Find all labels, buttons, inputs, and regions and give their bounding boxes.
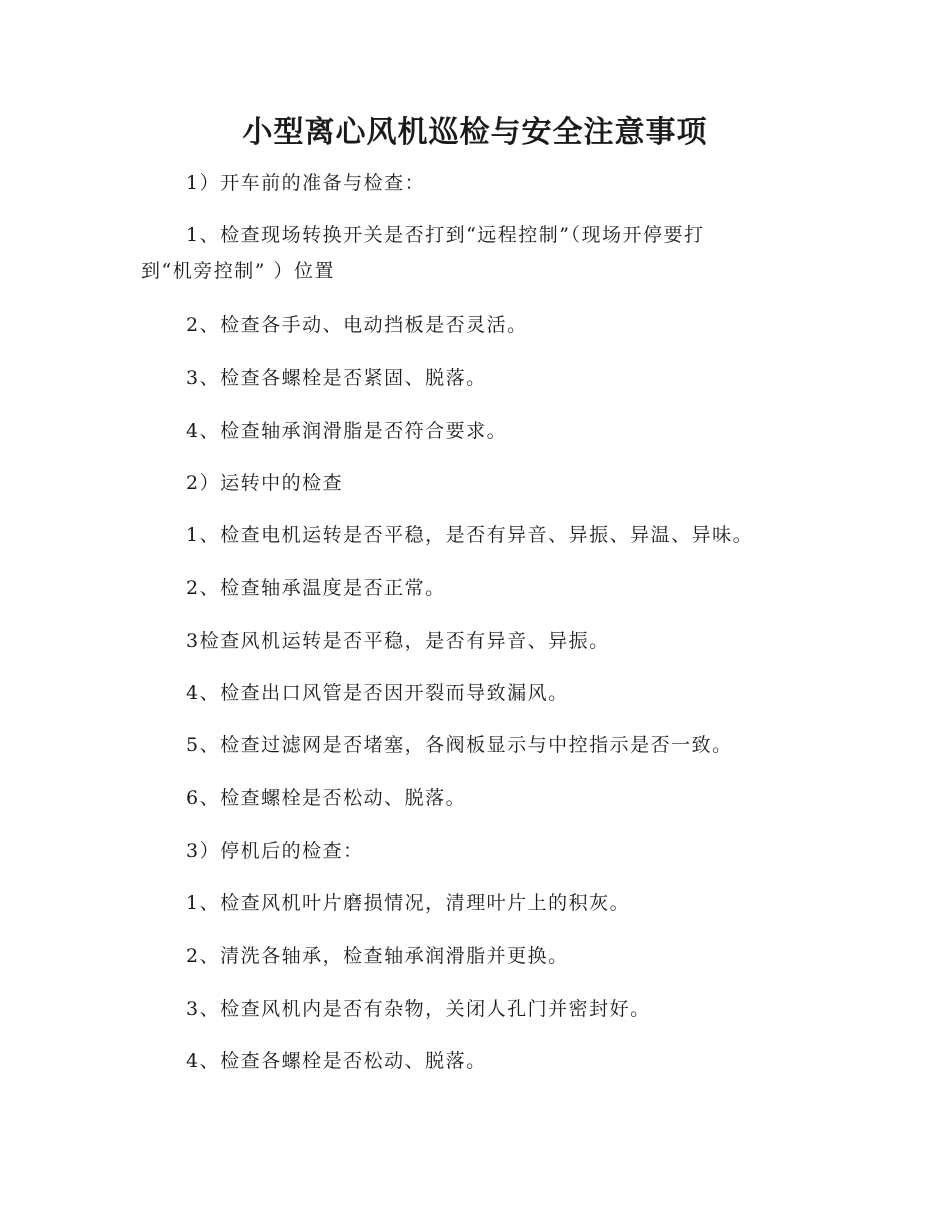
paragraph-line: 1、检查风机叶片磨损情况，清理叶片上的积灰。 — [186, 892, 631, 914]
section-heading-after-stop: 3）停机后的检查： — [186, 840, 364, 862]
paragraph-line: 5、检查过滤网是否堵塞，各阀板显示与中控指示是否一致。 — [186, 734, 733, 756]
paragraph-line: 4、检查各螺栓是否松动、脱落。 — [186, 1050, 487, 1072]
paragraph-line: 2、检查各手动、电动挡板是否灵活。 — [186, 314, 528, 336]
paragraph-line: 2、清洗各轴承，检查轴承润滑脂并更换。 — [186, 945, 569, 967]
paragraph-line: 6、检查螺栓是否松动、脱落。 — [186, 787, 467, 809]
section-heading-before-start: 1）开车前的准备与检查： — [186, 172, 426, 194]
paragraph-line: 1、检查电机运转是否平稳，是否有异音、异振、异温、异味。 — [186, 524, 754, 546]
paragraph-line: 4、检查出口风管是否因开裂而导致漏风。 — [186, 682, 569, 704]
paragraph-line-continued: 到“机旁控制” ）位置 — [141, 260, 335, 282]
paragraph-line: 1、检查现场转换开关是否打到“远程控制”（现场开停要打 — [186, 224, 705, 246]
paragraph-line: 2、检查轴承温度是否正常。 — [186, 577, 446, 599]
section-heading-running: 2）运转中的检查 — [186, 472, 344, 494]
paragraph-line: 3检查风机运转是否平稳，是否有异音、异振。 — [186, 630, 610, 652]
document-title: 小型离心风机巡检与安全注意事项 — [242, 115, 708, 150]
paragraph-line: 3、检查各螺栓是否紧固、脱落。 — [186, 367, 487, 389]
paragraph-line: 4、检查轴承润滑脂是否符合要求。 — [186, 420, 508, 442]
paragraph-line: 3、检查风机内是否有杂物，关闭人孔门并密封好。 — [186, 998, 651, 1020]
